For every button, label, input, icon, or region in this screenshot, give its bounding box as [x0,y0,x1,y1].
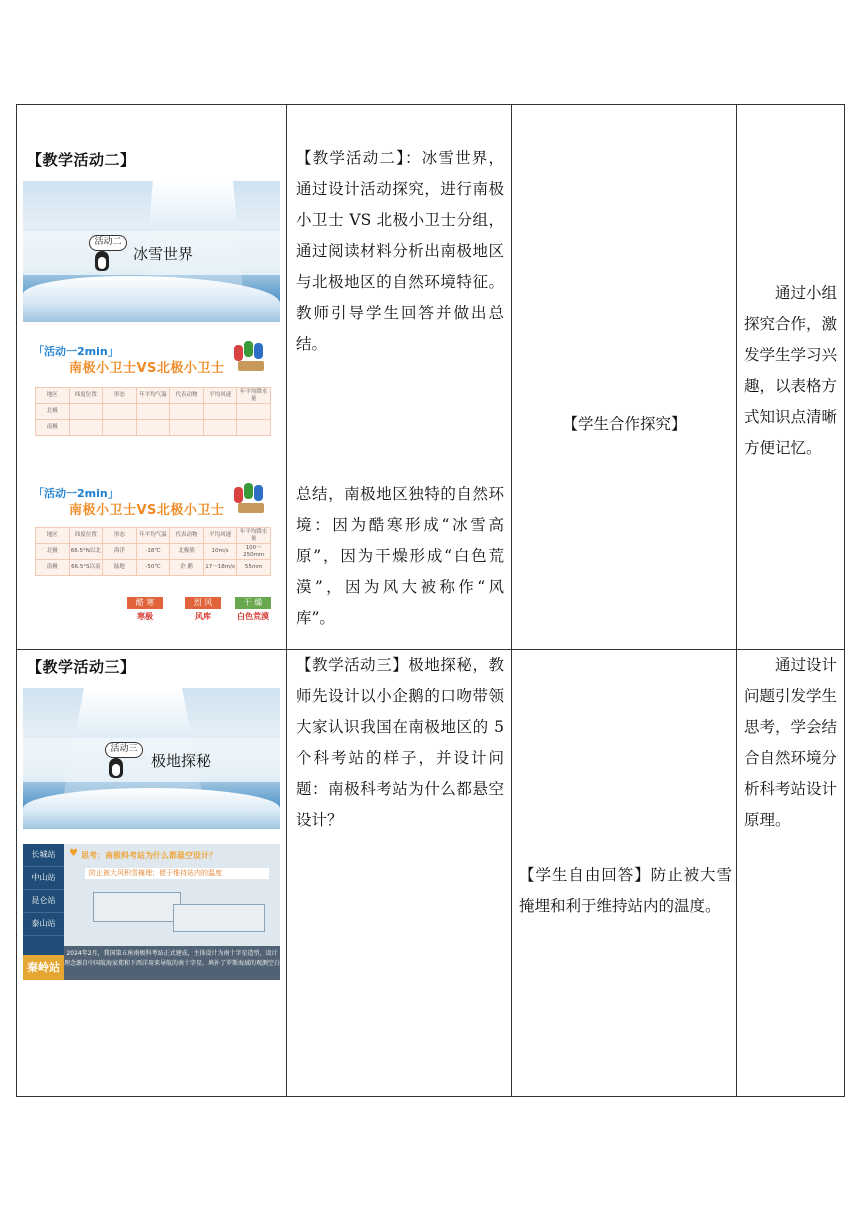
table-header-cell: 纬度位置 [69,388,103,404]
chip-dry: 干 燥 [235,597,271,609]
table-row [17,650,845,1097]
design-intent-text: 通过设计问题引发学生思考，学会结合自然环境分析科考站设计原理。 [744,656,838,829]
heart-icon: ♥ [69,848,78,859]
slide-title: 冰雪世界 [133,245,194,263]
station-item: 中山站 [23,867,64,890]
slide-polar-secrets [23,688,280,829]
table-cell: 海洋 [103,544,137,560]
table-cell [69,420,103,436]
design-intent-cell [737,650,845,1097]
table-header-cell: 代表动物 [170,528,204,544]
table-cell [103,404,137,420]
penguin-icon [109,758,123,778]
student-activity-text: 【学生合作探究】 [562,415,687,433]
table-cell [170,420,204,436]
table-header-cell: 平均风速 [203,528,237,544]
table-cell: 17～18m/s [203,560,237,576]
penguin-icon [95,251,109,271]
comparison-table [35,527,271,576]
station-item: 长城站 [23,844,64,867]
question-text: 思考：南极科考站为什么都悬空设计？ [81,851,217,860]
activity-cell [17,650,287,1097]
table-header-cell: 代表动物 [170,388,204,404]
activity-label: 【教学活动三】 [27,658,136,676]
activity-cell [17,105,287,650]
table-cell: 66.5°N以北 [69,544,103,560]
table-header-cell: 纬度位置 [69,528,103,544]
teacher-activity-cell [287,650,512,1097]
design-intent-cell [737,105,845,650]
teacher-activity-text: 【教学活动三】极地探秘，教师先设计以小企鹅的口吻带领大家认识我国在南极地区的 5 个科考站的样子，并设计问题：南极科考站为什么都悬空设计？ [296,656,504,829]
summary-text: 总结，南极地区独特的自然环境：因为酷寒形成“冰雪高原”，因为干燥形成“白色荒漠”，因为风大被称作“风库”。 [296,485,504,627]
slide-tag: 「活动一2min」 [33,345,119,358]
slide-comparison-filled [23,477,280,637]
station-description: 2024年2月，我国第五座南极科考站正式建成，主体设计为南十字星造型，设计理念源自中国航海家郑和下西洋用来导航的南十字星。填补了罗斯海域的观测空白 [64,946,280,980]
chip-label: 寒极 [137,612,153,621]
table-cell: 北极 [36,544,70,560]
teacher-activity-text: 【教学活动二】：冰雪世界，通过设计活动探究，进行南极小卫士 VS 北极小卫士分组，通过阅读材料分析出南极地区与北极地区的自然环境特征。教师引导学生回答并做出总结。 [296,149,504,353]
table-cell [136,420,170,436]
student-activity-text: 【学生自由回答】防止被大雪掩埋和利于维持站内的温度。 [519,866,732,915]
table-header-cell: 地区 [36,388,70,404]
table-cell: 66.5°S以南 [69,560,103,576]
activity-badge: 活动二 [89,235,127,251]
slide-title: 极地探秘 [151,752,212,770]
activity-badge: 活动三 [105,742,143,758]
table-cell [136,404,170,420]
table-cell: 陆地 [103,560,137,576]
slide-ice-world [23,181,280,322]
table-cell [103,420,137,436]
table-header-cell: 平均风速 [203,388,237,404]
teacher-activity-cell [287,105,512,650]
table-cell: 企 鹅 [170,560,204,576]
slide-heading: 南极小卫士VS北极小卫士 [69,361,225,376]
table-cell: 10m/s [203,544,237,560]
table-cell [170,404,204,420]
lesson-plan-table [16,104,845,1097]
table-cell: -50℃ [136,560,170,576]
station-building-image [173,904,265,932]
table-header-cell: 年平均降水量 [237,528,271,544]
slide-comparison-empty [23,335,280,460]
comparison-table [35,387,271,436]
table-header-cell: 形态 [103,388,137,404]
team-icon [232,341,270,375]
table-cell [69,404,103,420]
ice-floe-image [23,788,280,829]
team-icon [232,483,270,517]
chip-wind: 烈 风 [185,597,221,609]
answer-text: 防止被大风积雪掩埋；便于维持站内的温度 [85,868,269,879]
table-header-cell: 地区 [36,528,70,544]
table-cell: 北极熊 [170,544,204,560]
station-item-highlight: 秦岭站 [23,955,64,980]
station-building-image [93,892,181,922]
table-cell [203,420,237,436]
design-intent-text: 通过小组探究合作，激发学生学习兴趣，以表格方式知识点清晰方便记忆。 [744,284,838,457]
table-header-cell: 形态 [103,528,137,544]
chip-label: 风库 [195,612,211,621]
station-item: 昆仑站 [23,890,64,913]
table-header-cell: 年平均气温 [136,528,170,544]
activity-label: 【教学活动二】 [27,151,136,169]
table-cell: 南极 [36,420,70,436]
table-header-cell: 年平均降水量 [237,388,271,404]
table-cell [237,420,271,436]
table-cell [203,404,237,420]
station-item: 泰山站 [23,913,64,936]
table-cell: 北极 [36,404,70,420]
table-cell [237,404,271,420]
chip-label: 白色荒漠 [237,612,269,621]
table-header-cell: 年平均气温 [136,388,170,404]
chip-cold: 酷 寒 [127,597,163,609]
table-row [17,105,845,650]
slide-heading: 南极小卫士VS北极小卫士 [69,503,225,518]
table-cell: -18℃ [136,544,170,560]
slide-tag: 「活动一2min」 [33,487,119,500]
student-activity-cell [512,105,737,650]
table-cell: 55mm [237,560,271,576]
table-cell: 100～250mm [237,544,271,560]
station-list [23,844,64,980]
student-activity-cell [512,650,737,1097]
slide-research-station [23,844,280,980]
table-cell: 南极 [36,560,70,576]
